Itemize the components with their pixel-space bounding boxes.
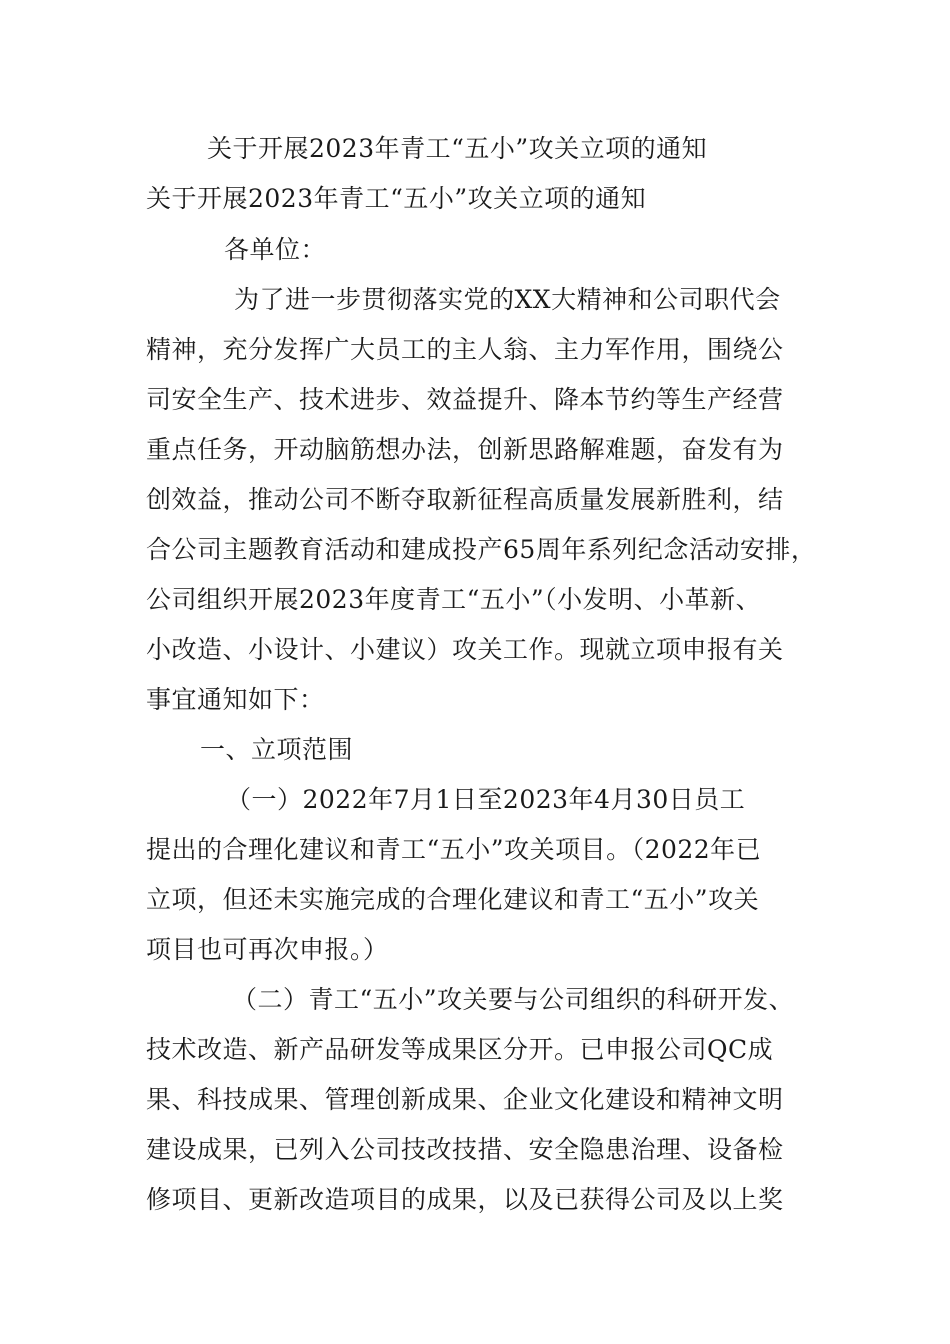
item-line: （二）青工“五小”攻关要与公司组织的科研开发、: [232, 985, 795, 1014]
paragraph-line: 小改造、小设计、小建议）攻关工作。现就立项申报有关: [146, 635, 784, 664]
document-title: 关于开展2023年青工“五小”攻关立项的通知: [207, 134, 708, 163]
paragraph-line: 重点任务，开动脑筋想办法，创新思路解难题，奋发有为: [146, 435, 784, 464]
item-line: （一）2022年7月1日至2023年4月30日员工: [226, 785, 746, 814]
paragraph-line: 司安全生产、技术进步、效益提升、降本节约等生产经营: [146, 385, 784, 414]
paragraph-line: 事宜通知如下：: [146, 685, 325, 714]
item-line: 修项目、更新改造项目的成果，以及已获得公司及以上奖: [146, 1185, 784, 1214]
item-line: 果、科技成果、管理创新成果、企业文化建设和精神文明: [146, 1085, 784, 1114]
item-line: 提出的合理化建议和青工“五小”攻关项目。（2022年已: [146, 835, 762, 864]
salutation: 各单位：: [224, 235, 327, 264]
item-line: 建设成果，已列入公司技改技措、安全隐患治理、设备检: [146, 1135, 784, 1164]
paragraph-line: 创效益，推动公司不断夺取新征程高质量发展新胜利，结: [146, 485, 784, 514]
item-line: 项目也可再次申报。）: [146, 935, 389, 964]
item-line: 立项，但还未实施完成的合理化建议和青工“五小”攻关: [146, 885, 760, 914]
paragraph-line: 精神，充分发挥广大员工的主人翁、主力军作用，围绕公: [146, 335, 784, 364]
document-subtitle: 关于开展2023年青工“五小”攻关立项的通知: [146, 184, 647, 213]
item-line: 技术改造、新产品研发等成果区分开。已申报公司QC成: [146, 1035, 774, 1064]
paragraph-line: 合公司主题教育活动和建成投产65周年系列纪念活动安排，: [146, 535, 817, 564]
section-heading: 一、立项范围: [200, 735, 354, 764]
paragraph-line: 为了进一步贯彻落实党的XX大精神和公司职代会: [234, 285, 781, 314]
paragraph-line: 公司组织开展2023年度青工“五小”（小发明、小革新、: [146, 585, 762, 614]
